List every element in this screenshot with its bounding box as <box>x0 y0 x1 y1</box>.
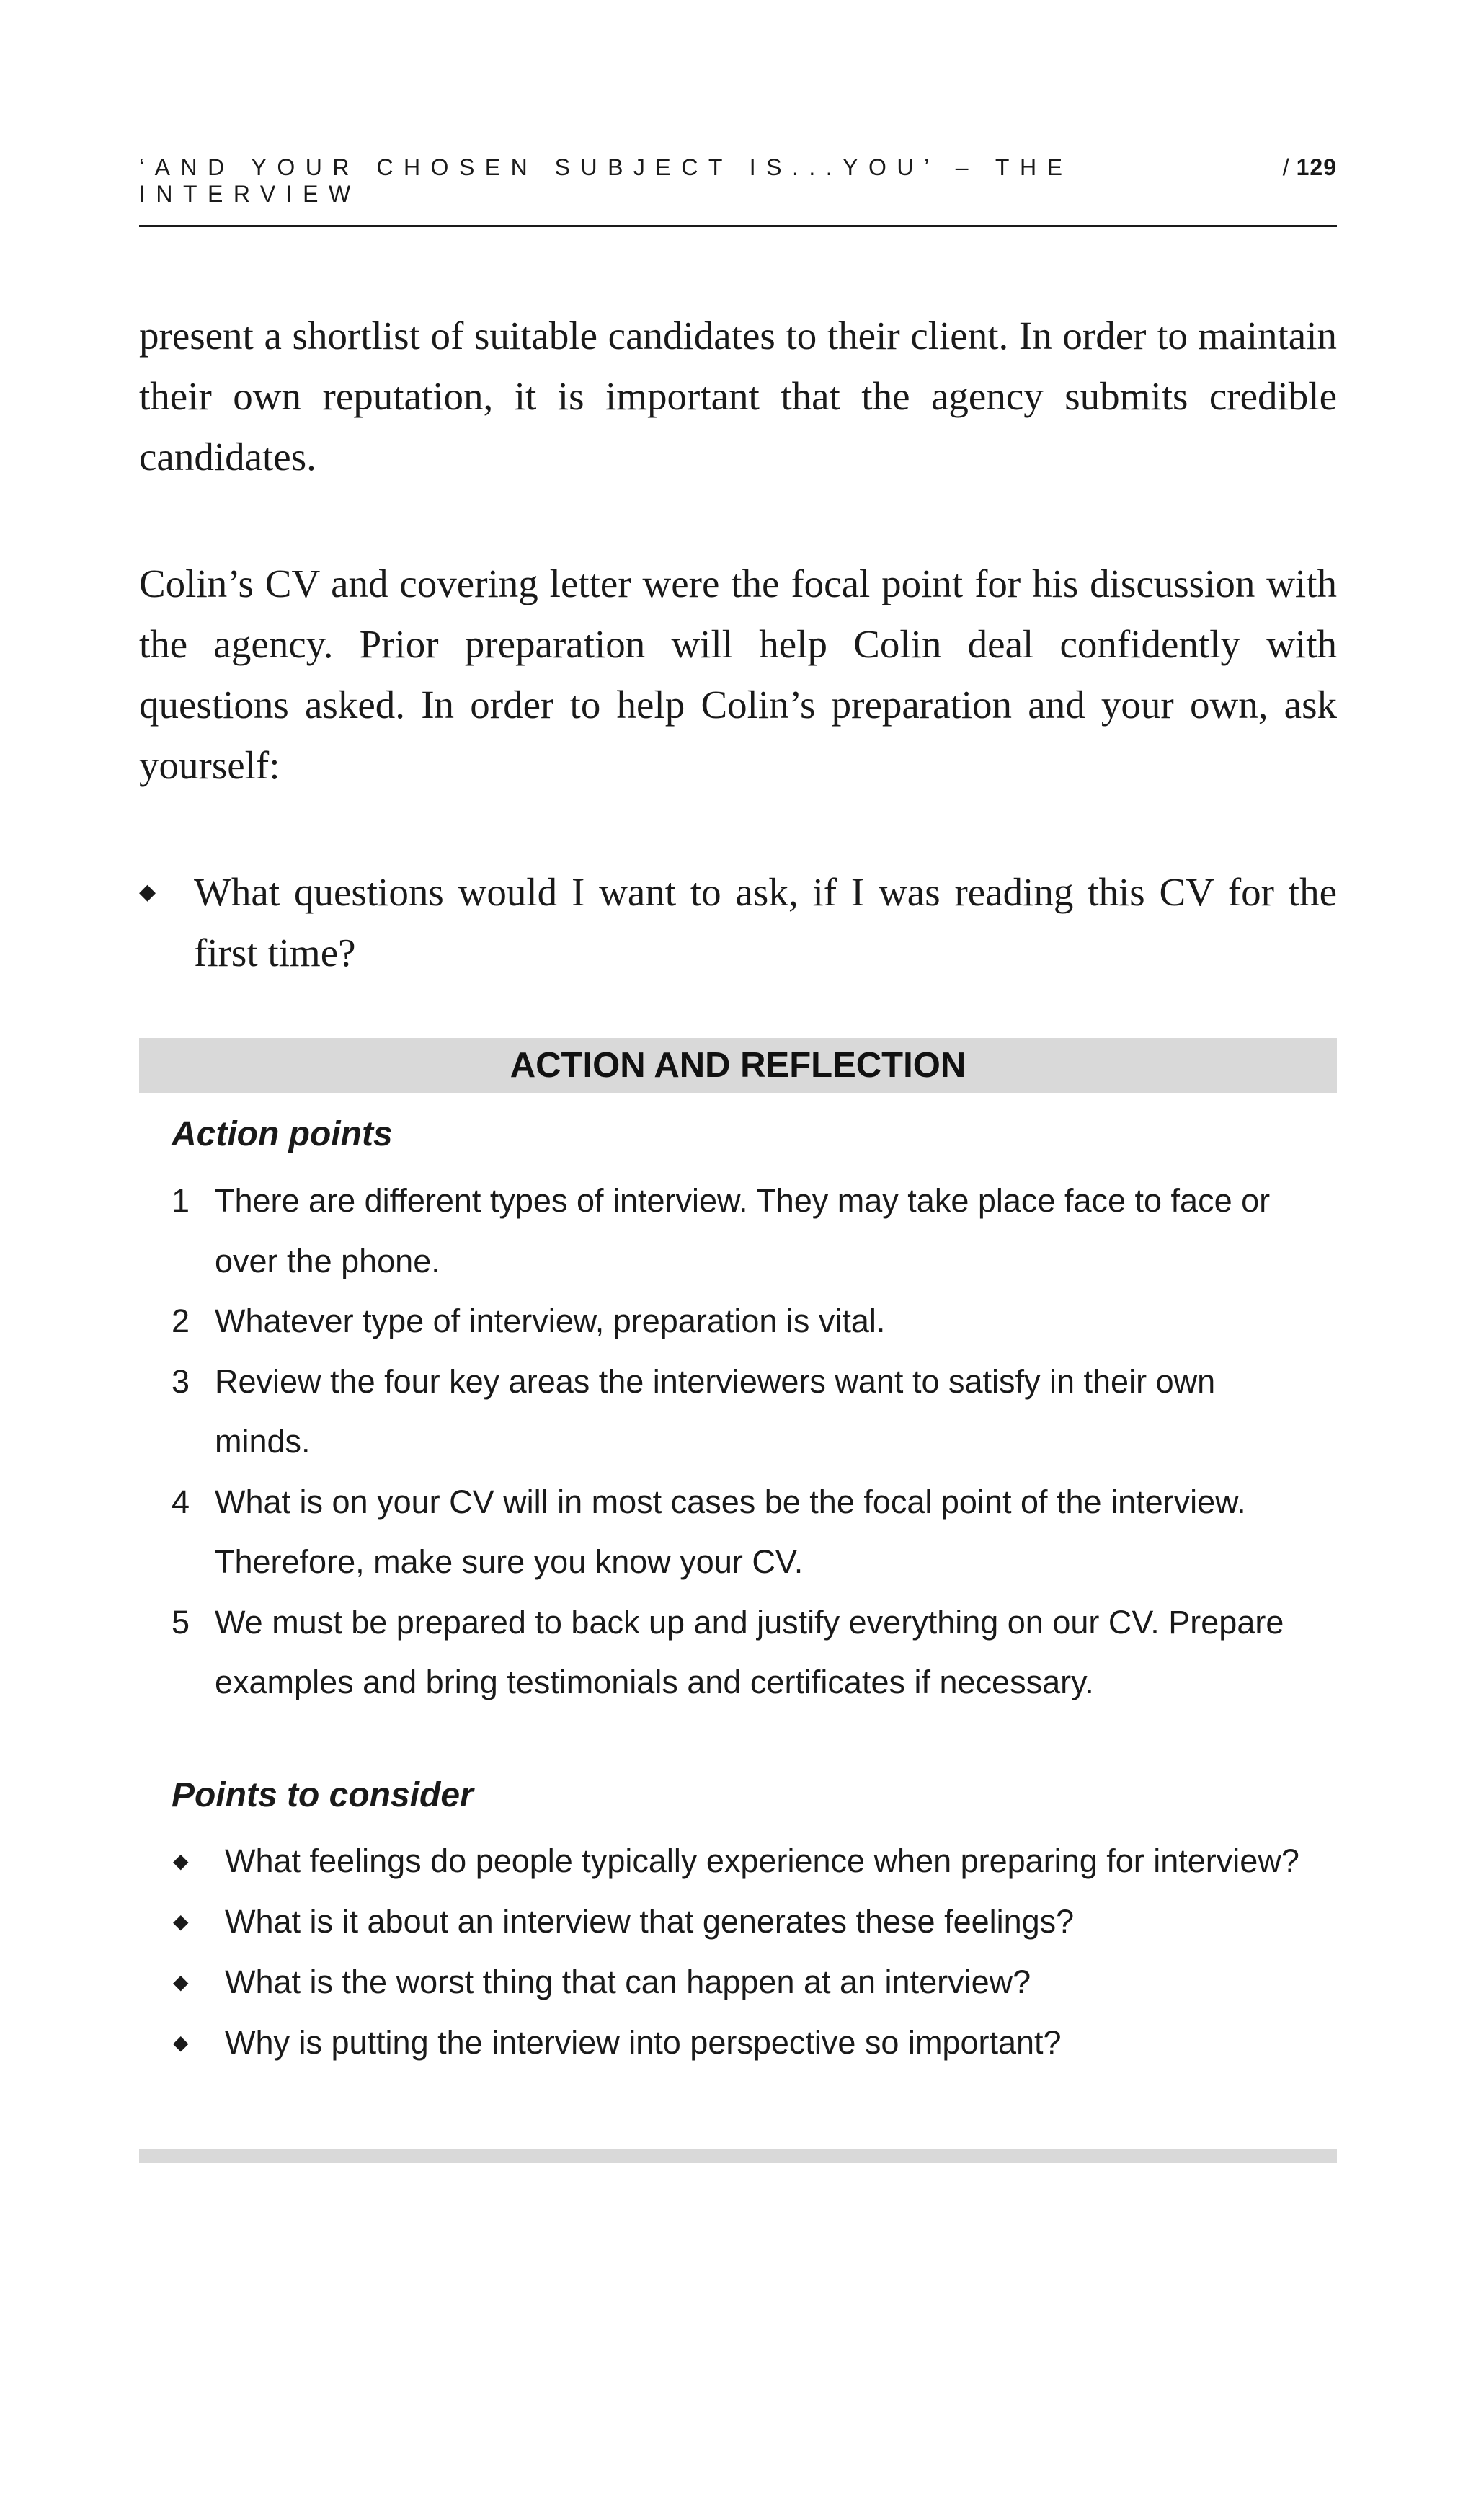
list-item <box>172 1831 1304 1891</box>
item-number: 3 <box>172 1362 190 1400</box>
list-item-text: What questions would I want to ask, if I was reading this CV for the first time? <box>194 870 1337 975</box>
list-item-text: What is on your CV will in most cases be the focal point of the interview. Therefore, make sure you know your CV. <box>215 1483 1246 1580</box>
header-separator: / <box>1282 154 1289 180</box>
list-item <box>172 1291 1304 1352</box>
panel-title-bar <box>139 1038 1337 1093</box>
list-item <box>172 1952 1304 2013</box>
running-title: ‘AND YOUR CHOSEN SUBJECT IS...YOU’ – THE INTERVIEW <box>139 154 1073 207</box>
list-item <box>139 862 1337 983</box>
diamond-bullet-icon: ◆ <box>173 1910 189 1933</box>
item-number: 5 <box>172 1603 190 1641</box>
diamond-bullet-icon: ◆ <box>139 880 156 904</box>
list-item-text: Whatever type of interview, preparation is vital. <box>215 1303 886 1339</box>
page-number: 129 <box>1296 154 1337 180</box>
item-number: 4 <box>172 1483 190 1520</box>
list-item-text: We must be prepared to back up and justify everything on our CV. Prepare examples and bring testimonials and certificates if necessary. <box>215 1603 1284 1700</box>
list-item-text: What is it about an interview that generates these feelings? <box>225 1903 1075 1940</box>
list-item-text: Why is putting the interview into perspective so important? <box>225 2024 1062 2061</box>
list-item-text: What is the worst thing that can happen at an interview? <box>225 1964 1031 2000</box>
item-number: 2 <box>172 1303 190 1339</box>
diamond-bullet-icon: ◆ <box>173 2031 189 2054</box>
list-item <box>172 2013 1304 2073</box>
list-item-text: What feelings do people typically experience when preparing for interview? <box>225 1842 1299 1879</box>
panel-title: ACTION AND REFLECTION <box>510 1046 966 1085</box>
action-points-heading: Action points <box>172 1115 393 1153</box>
points-to-consider-list <box>172 1831 1304 2073</box>
question-list <box>139 862 1337 983</box>
list-item <box>172 1472 1304 1592</box>
list-item <box>172 1171 1304 1291</box>
action-points-list <box>172 1171 1304 1713</box>
panel-bottom-rule <box>139 2149 1337 2163</box>
list-item-text: There are different types of interview. They may take place face to face or over the phone. <box>215 1182 1271 1279</box>
item-number: 1 <box>172 1182 190 1219</box>
list-item <box>172 1891 1304 1952</box>
body-paragraph: present a shortlist of suitable candidates to their client. In order to maintain their own reputation, it is important that the agency submits credible candidates. <box>139 314 1337 479</box>
list-item <box>172 1592 1304 1713</box>
list-item <box>172 1352 1304 1472</box>
diamond-bullet-icon: ◆ <box>173 1850 189 1872</box>
list-item-text: Review the four key areas the interviewers want to satisfy in their own minds. <box>215 1362 1216 1460</box>
body-paragraph: Colin’s CV and covering letter were the focal point for his discussion with the agency. Prior preparation will help Colin deal confidently with questions asked. In order to help Colin’s preparation and your own, ask yourself: <box>139 562 1337 787</box>
running-header <box>139 154 1337 227</box>
points-to-consider-heading: Points to consider <box>172 1776 474 1814</box>
diamond-bullet-icon: ◆ <box>173 1971 189 1993</box>
